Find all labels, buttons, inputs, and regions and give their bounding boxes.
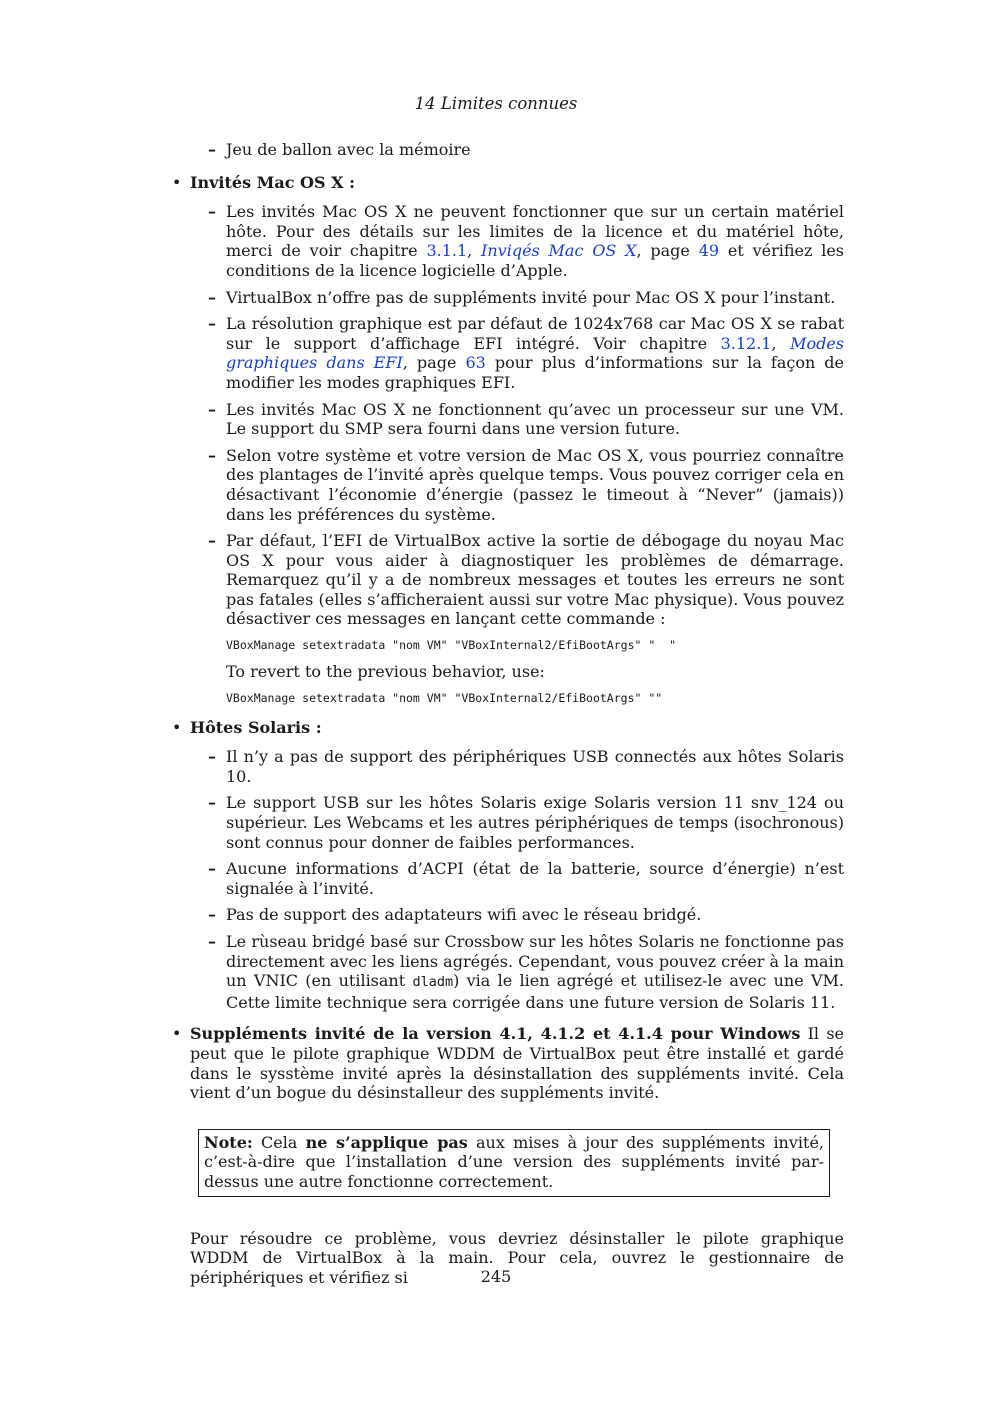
bullet-windows <box>172 1024 844 1102</box>
inline-code: dladm <box>412 974 454 991</box>
section-heading-windows: Suppléments invité de la version 4.1, 4.1.2 et 4.1.4 pour Windows <box>190 1024 801 1044</box>
dash-marker: – <box>208 399 216 419</box>
bullet-marker: • <box>172 172 182 192</box>
bullet-marker: • <box>172 717 182 737</box>
list-item <box>172 747 844 786</box>
section-heading-solaris: Hôtes Solaris : <box>190 717 322 737</box>
list-item <box>172 202 844 280</box>
dash-marker: – <box>208 445 216 465</box>
list-item <box>172 140 844 160</box>
list-item-text: VirtualBox n’offre pas de suppléments invité pour Mac OS X pour l’instant. <box>226 287 836 307</box>
note-label: Note: <box>204 1132 253 1152</box>
paragraph: To revert to the previous behavior, use: <box>226 662 545 682</box>
dash-marker: – <box>208 140 216 159</box>
page-link[interactable]: 63 <box>465 353 486 373</box>
chapter-link[interactable]: 3.1.1 <box>426 241 468 261</box>
section-heading-macos: Invités Mac OS X : <box>190 172 355 192</box>
page-number: 245 <box>480 1267 512 1286</box>
list-item <box>172 314 844 392</box>
list-item-text: Jeu de ballon avec la mémoire <box>226 140 471 159</box>
list-item <box>172 905 844 925</box>
dash-marker: – <box>208 531 216 551</box>
list-item <box>172 288 844 308</box>
list-item-text: Par défaut, l’EFI de VirtualBox active la sortie de débogage du noyau Mac OS X pour vous aider à diagnostiquer les problèmes de démarrage. Remarquez qu’il y a de nombreux messages et toutes les erreurs ne sont pas fatales (elles s’afficheraient aussi sur votre Mac physique). Vous pouvez désactiver ces messages en lançant cette commande : <box>226 531 844 629</box>
list-item-text: Aucune informations d’ACPI (état de la batterie, source d’énergie) n’est signalée à l’invité. <box>226 859 844 898</box>
dash-marker: – <box>208 932 216 951</box>
paragraph: Suppléments invité de la version 4.1, 4.1.2 et 4.1.4 pour Windows Il se peut que le pilote graphique WDDM de VirtualBox peut être installé et gardé dans le sysstème invité après la désinstallation des suppléments invité. Cela vient d’un bogue du désinstalleur des suppléments invité. <box>190 1024 844 1103</box>
list-item <box>172 859 844 898</box>
page-link[interactable]: 49 <box>698 241 720 261</box>
dash-marker: – <box>208 747 216 767</box>
chapter-title-link[interactable]: Modes graphiques dans EFI <box>226 333 845 373</box>
dash-marker: – <box>208 859 216 879</box>
list-item-text: Les invités Mac OS X ne fonctionnent qu’avec un processeur sur une VM. Le support du SMP sera fourni dans une version future. <box>226 399 844 439</box>
note-box: Note: Cela ne s’applique pas aux mises à jour des suppléments invité, c’est-à-dire que l’installation d’une version des suppléments invité par-dessus une autre fonctionne correctement. <box>198 1129 830 1197</box>
list-item-text: Il n’y a pas de support des périphériques USB connectés aux hôtes Solaris 10. <box>226 747 844 786</box>
list-item-text: Le rùseau bridgé basé sur Crossbow sur les hôtes Solaris ne fonctionne pas directement avec les liens agrégés. Cependant, vous pouvez créer à la main un VNIC (en utilisant dladm) via le lien agrégé et utilisez-le avec une VM. Cette limite technique sera corrigée dans une future version de Solaris 11. <box>226 932 845 1012</box>
paragraph: Pour résoudre ce problème, vous devriez désinstaller le pilote graphique WDDM de VirtualBox à la main. Pour cela, ouvrez le gestionnaire de périphériques et vérifiez si <box>190 1228 844 1287</box>
dash-marker: – <box>208 202 216 222</box>
dash-marker: – <box>208 314 216 334</box>
page-content <box>172 140 844 1287</box>
list-item-text: Les invités Mac OS X ne peuvent fonctionner que sur un certain matériel hôte. Pour des détails sur les limites de la licence et du matériel hôte, merci de voir chapitre 3.1.1, Inviqés Mac OS X, page 49 et vérifiez les conditions de la licence logicielle d’Apple. <box>226 202 845 280</box>
list-item <box>172 793 844 852</box>
chapter-link[interactable]: 3.12.1 <box>720 333 772 353</box>
list-item-text: Le support USB sur les hôtes Solaris exige Solaris version 11 snv_124 ou supérieur. Les Webcams et les autres périphériques de temps (isochronous) sont connus pour donner de faibles performances. <box>226 793 844 852</box>
list-item-text: La résolution graphique est par défaut de 1024x768 car Mac OS X se rabat sur le support d’affichage EFI intégré. Voir chapitre 3.12.1, Modes graphiques dans EFI, page 63 pour plus d’informations sur la façon de modifier les modes graphiques EFI. <box>226 314 845 392</box>
list-item <box>172 932 844 1012</box>
dash-marker: – <box>208 905 216 925</box>
bullet-marker: • <box>172 1024 182 1044</box>
list-item <box>172 531 844 629</box>
list-item <box>172 400 844 439</box>
code-block: VBoxManage setextradata "nom VM" "VBoxInternal2/EfiBootArgs" " " <box>226 638 677 653</box>
chapter-title-link[interactable]: Inviqés Mac OS X <box>481 241 637 261</box>
list-item <box>172 446 844 524</box>
dash-marker: – <box>208 287 216 307</box>
bullet-macos <box>172 173 844 193</box>
bullet-solaris <box>172 718 844 738</box>
code-block: VBoxManage setextradata "nom VM" "VBoxInternal2/EfiBootArgs" "" <box>226 690 663 705</box>
list-item-text: Pas de support des adaptateurs wifi avec le réseau bridgé. <box>226 905 702 925</box>
running-header: 14 Limites connues <box>414 94 578 113</box>
dash-marker: – <box>208 793 216 813</box>
list-item-text: Selon votre système et votre version de Mac OS X, vous pourriez connaître des plantages de l’invité après quelque temps. Vous pouvez corriger cela en désactivant l’économie d’énergie (passez le timeout à “Never” (jamais)) dans les préférences du système. <box>226 445 844 524</box>
